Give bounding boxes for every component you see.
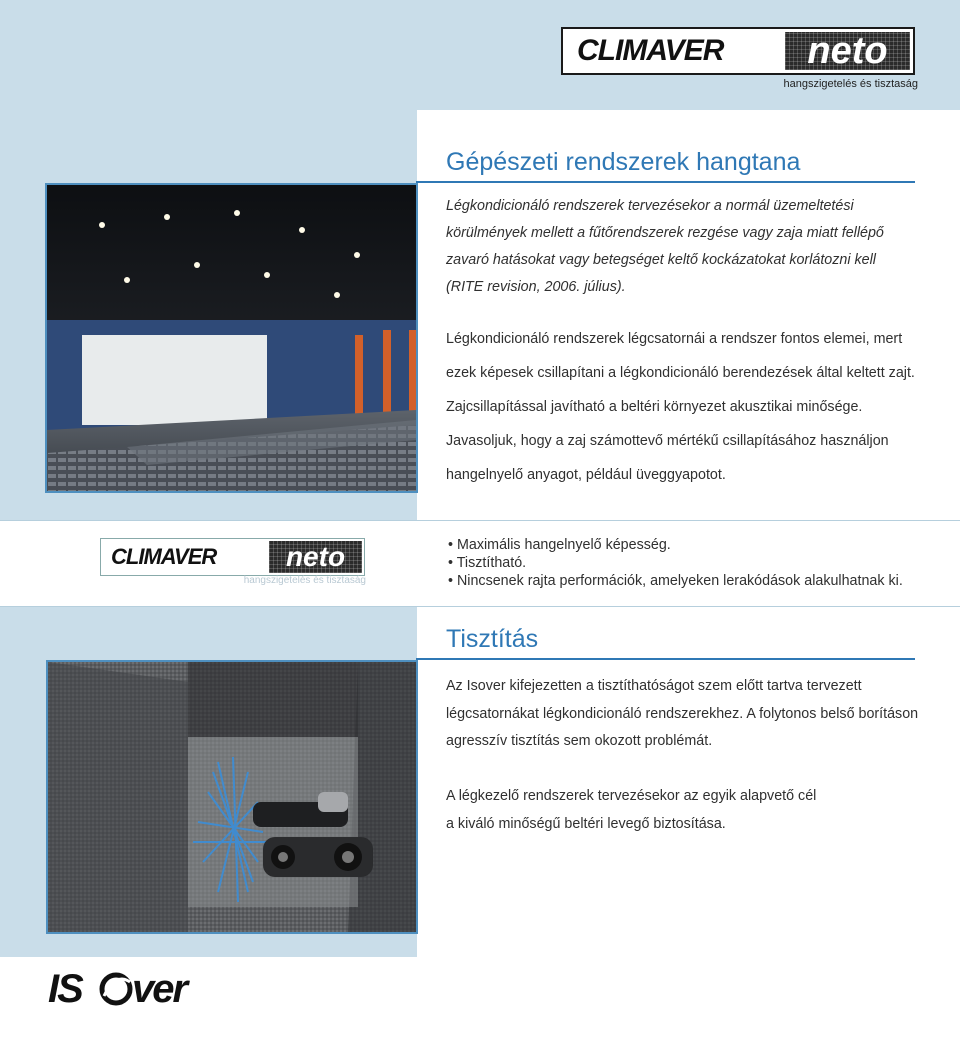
cinema-hall-photo xyxy=(45,183,418,493)
logo-climaver-text: CLIMAVER xyxy=(111,544,217,569)
feature-item: • Tisztítható. xyxy=(448,554,953,572)
climaver-neto-logo xyxy=(561,27,915,75)
feature-item: • Maximális hangelnyelő képesség. xyxy=(448,536,953,554)
body-line: hangelnyelő anyagot, például üveggyapotot. xyxy=(446,467,726,483)
intro-paragraph xyxy=(446,193,926,301)
logo-tagline: hangszigetelés és tisztaság xyxy=(783,78,918,90)
logo-climaver-text: CLIMAVER xyxy=(577,34,724,67)
duct-cleaning-photo xyxy=(46,660,418,934)
cleaning-line: agresszív tisztítás sem okozott problémát. xyxy=(446,733,713,749)
cinema-hall-illustration xyxy=(47,185,416,491)
logo-neto-text: neto xyxy=(269,541,362,573)
cleaning-line: A légkezelő rendszerek tervezésekor az egyik alapvető cél xyxy=(446,788,817,804)
feature-list xyxy=(448,536,953,590)
duct-cleaning-illustration xyxy=(48,662,416,932)
body-line: Zajcsillapítással javítható a beltéri környezet akusztikai minősége. xyxy=(446,399,863,415)
logo-tagline-small: hangszigetelés és tisztaság xyxy=(243,575,366,586)
body-line: Javasoljuk, hogy a zaj számottevő mértékű csillapításához használjon xyxy=(446,433,889,449)
svg-text:IS: IS xyxy=(48,968,82,1008)
logo-neto-text: neto xyxy=(785,32,910,70)
cleaning-paragraph-2 xyxy=(446,783,956,838)
isover-logo xyxy=(48,968,220,1018)
body-line: Légkondicionáló rendszerek légcsatornái a rendszer fontos elemei, mert xyxy=(446,331,903,347)
section-title-rule xyxy=(416,181,915,183)
cleaning-line: Az Isover kifejezetten a tisztíthatóságot szem előtt tartva tervezett xyxy=(446,678,862,694)
cleaning-line: légcsatornákat légkondicionáló rendszerekhez. A folytonos belső borításon xyxy=(446,705,919,722)
cleaning-paragraph-1 xyxy=(446,673,956,756)
section-title-acoustics: Gépészeti rendszerek hangtana xyxy=(446,148,801,176)
body-line: ezek képesek csillapítani a légkondicionáló berendezések által keltett zajt. xyxy=(446,365,915,381)
intro-line: (RITE revision, 2006. július). xyxy=(446,279,626,295)
svg-text:ver: ver xyxy=(132,968,187,1008)
cleaning-line: a kiváló minőségű beltéri levegő biztosítása. xyxy=(446,815,726,832)
acoustics-paragraph xyxy=(446,322,946,492)
intro-line: Légkondicionáló rendszerek tervezésekor a normál üzemeltetési xyxy=(446,198,854,214)
intro-line: körülmények mellett a fűtőrendszerek rezgése vagy zaja miatt fellépő xyxy=(446,225,884,241)
climaver-neto-logo-small xyxy=(100,538,365,576)
feature-item: • Nincsenek rajta performációk, amelyeken lerakódások alakulhatnak ki. xyxy=(448,572,953,590)
intro-line: zavaró hatásokat vagy betegséget keltő kockázatokat korlátozni kell xyxy=(446,252,876,268)
section-title-cleaning: Tisztítás xyxy=(446,625,539,653)
section-title-rule xyxy=(416,658,915,660)
isover-wordmark xyxy=(48,968,220,1008)
